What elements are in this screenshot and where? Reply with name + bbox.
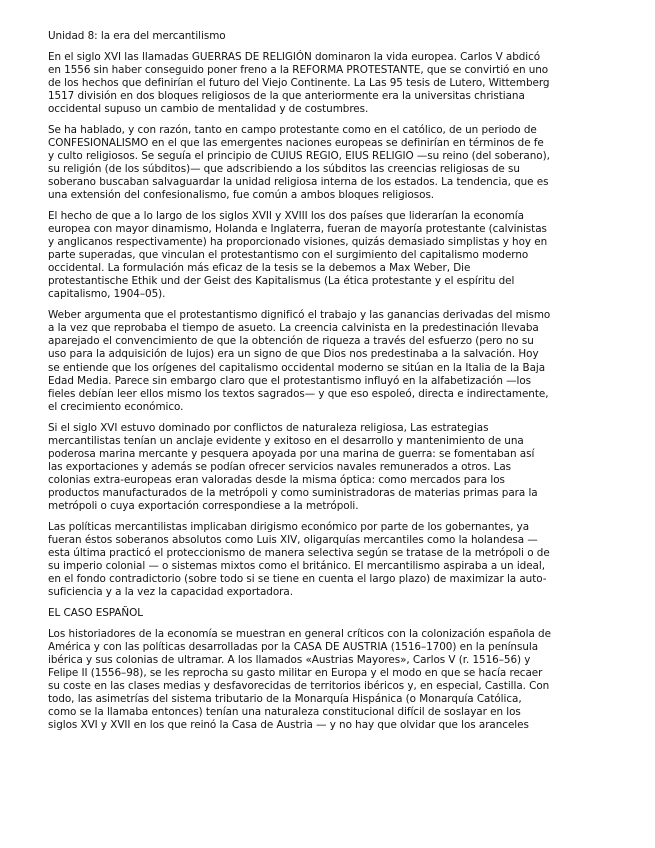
text-line: su coste en las clases medias y desfavorecidas de territorios ibéricos y, en especial, Castilla. Con <box>48 679 550 692</box>
paragraph-2 <box>48 124 614 203</box>
text-line: esta última practicó el proteccionismo de manera selectiva según se tratase de la metrópoli o de <box>48 546 550 559</box>
text-line: El hecho de que a lo largo de los siglos XVII y XVIII los dos países que liderarían la economía <box>48 209 524 222</box>
title-text: Unidad 8: la era del mercantilismo <box>48 30 226 42</box>
text-line: siglos XVI y XVII en los que reinó la Casa de Austria — y no hay que olvidar que los aranceles <box>48 719 529 732</box>
text-line: mercantilistas tenían un anclaje evidente y exitoso en el desarrollo y mantenimiento de una <box>48 434 524 447</box>
text-line: Los historiadores de la economía se muestran en general críticos con la colonización española de <box>48 627 551 640</box>
text-line: todo, las asimetrías del sistema tributario de la Monarquía Hispánica (o Monarquía Católica, <box>48 693 522 706</box>
text-line: a la vez que reprobaba el tiempo de asueto. La creencia calvinista en la predestinación llevaba <box>48 322 539 335</box>
text-line: en el fondo contradictorio (sobre todo si se tiene en cuenta el largo plazo) de maximizar la auto- <box>48 573 547 586</box>
text-line: protestantische Ethik und der Geist des Kapitalismus (La ética protestante y el espíritu del <box>48 275 515 288</box>
text-line: Felipe II (1556–98), se les reprocha su gasto militar en Europa y el modo en que se hacía recaer <box>48 666 543 679</box>
text-line: una extensión del confesionalismo, fue común a ambos bloques religiosos. <box>48 189 435 202</box>
text-line: fieles debían leer ellos mismo los textos sagrados— y que eso espoleó, directa e indirectamente, <box>48 387 549 400</box>
paragraph-5 <box>48 422 614 514</box>
text-line: capitalismo, 1904–05). <box>48 288 166 301</box>
text-line: en 1556 sin haber conseguido poner freno a la REFORMA PROTESTANTE, que se convirtió en uno <box>48 63 549 76</box>
text-line: occidental supuso un cambio de mentalidad y de costumbres. <box>48 103 369 116</box>
text-line: su religión (de los súbditos)— que adscribiendo a los súbditos las creencias religiosas de su <box>48 163 520 176</box>
text-line: ibérica y sus colonias de ultramar. A los llamados «Austrias Mayores», Carlos V (r. 1516–56) y <box>48 653 531 666</box>
text-line: aparejado el convencimiento de que la obtención de riqueza a través del esfuerzo (pero no su <box>48 335 534 348</box>
text-line: CONFESIONALISMO en el que las emergentes naciones europeas se definirían en términos de fe <box>48 136 544 149</box>
text-line: su imperio colonial — o sistemas mixtos como el británico. El mercantilismo aspiraba a un ideal, <box>48 560 545 573</box>
text-line: colonias extra-europeas eran valoradas desde la misma óptica: como mercados para los <box>48 473 505 486</box>
section-heading <box>48 607 614 620</box>
text-line: 1517 división en dos bloques religiosos de la que anteriormente era la universitas christiana <box>48 89 525 102</box>
text-line: Si el siglo XVI estuvo dominado por conflictos de naturaleza religiosa, Las estrategias <box>48 421 489 434</box>
text-line: europea con mayor dinamismo, Holanda e Inglaterra, fueran de mayoría protestante (calvinistas <box>48 223 547 235</box>
text-line: Edad Media. Parece sin embargo claro que el protestantismo influyó en la alfabetización —los <box>48 374 532 387</box>
text-line: En el siglo XVI las llamadas GUERRAS DE RELIGIÓN dominaron la vida europea. Carlos V abdicó <box>48 50 541 63</box>
text-line: occidental. La formulación más eficaz de la tesis se la debemos a Max Weber, Die <box>48 262 471 275</box>
text-line: Las políticas mercantilistas implicaban dirigismo económico por parte de los gobernantes, ya <box>48 520 530 533</box>
paragraph-3 <box>48 210 614 302</box>
text-line: América y con las políticas desarrolladas por la CASA DE AUSTRIA (1516–1700) en la península <box>48 640 539 653</box>
text-line: poderosa marina mercante y pesquera apoyada por una marina de guerra: se fomentaban así <box>48 447 535 460</box>
text-line: fueran éstos soberanos absolutos como Luis XIV, oligarquías mercantiles como la holandesa — <box>48 533 538 546</box>
text-line: como se la llamaba entonces) tenían una naturaleza constitucional difícil de soslayar en los <box>48 706 521 719</box>
text-line: y culto religiosos. Se seguía el principio de CUIUS REGIO, EIUS RELIGIO —su reino (del soberano), <box>48 149 550 162</box>
text-line: uso para la adquisición de lujos) era un signo de que Dios nos predestinaba a la salvación. Hoy <box>48 348 539 361</box>
text-line: suficiencia y a la vez la capacidad exportadora. <box>48 586 293 599</box>
text-line: productos manufacturados de la metrópoli y como suministradoras de materias primas para la <box>48 486 538 499</box>
paragraph-1 <box>48 51 614 116</box>
paragraph-6 <box>48 521 614 600</box>
section-heading-text: EL CASO ESPAÑOL <box>48 606 143 619</box>
text-line: y anglicanos respectivamente) ha proporcionado visiones, quizás demasiado simplistas y hoy en <box>48 236 548 249</box>
text-line: el crecimiento económico. <box>48 400 184 413</box>
text-line: soberano buscaban salvaguardar la unidad religiosa interna de los estados. La tendencia, que es <box>48 176 549 189</box>
text-line: Weber argumenta que el protestantismo dignificó el trabajo y las ganancias derivadas del mismo <box>48 309 551 322</box>
text-line: las exportaciones y además se podían ofrecer servicios navales remunerados a otros. Las <box>48 460 512 473</box>
document-title <box>48 30 614 43</box>
document-page <box>48 30 614 740</box>
paragraph-4 <box>48 309 614 414</box>
paragraph-7 <box>48 628 614 733</box>
text-line: de los hechos que definirían el futuro del Viejo Continente. La Las 95 tesis de Lutero, Wittemberg <box>48 76 550 89</box>
text-line: parte superadas, que vinculan el protestantismo con el surgimiento del capitalismo moderno <box>48 249 529 262</box>
text-line: metrópoli o cuya exportación correspondiese a la metrópoli. <box>48 500 359 513</box>
text-line: Se ha hablado, y con razón, tanto en campo protestante como en el católico, de un periodo de <box>48 123 537 136</box>
text-line: se entiende que los orígenes del capitalismo occidental moderno se sitúan en la Italia de la Baja <box>48 361 546 374</box>
